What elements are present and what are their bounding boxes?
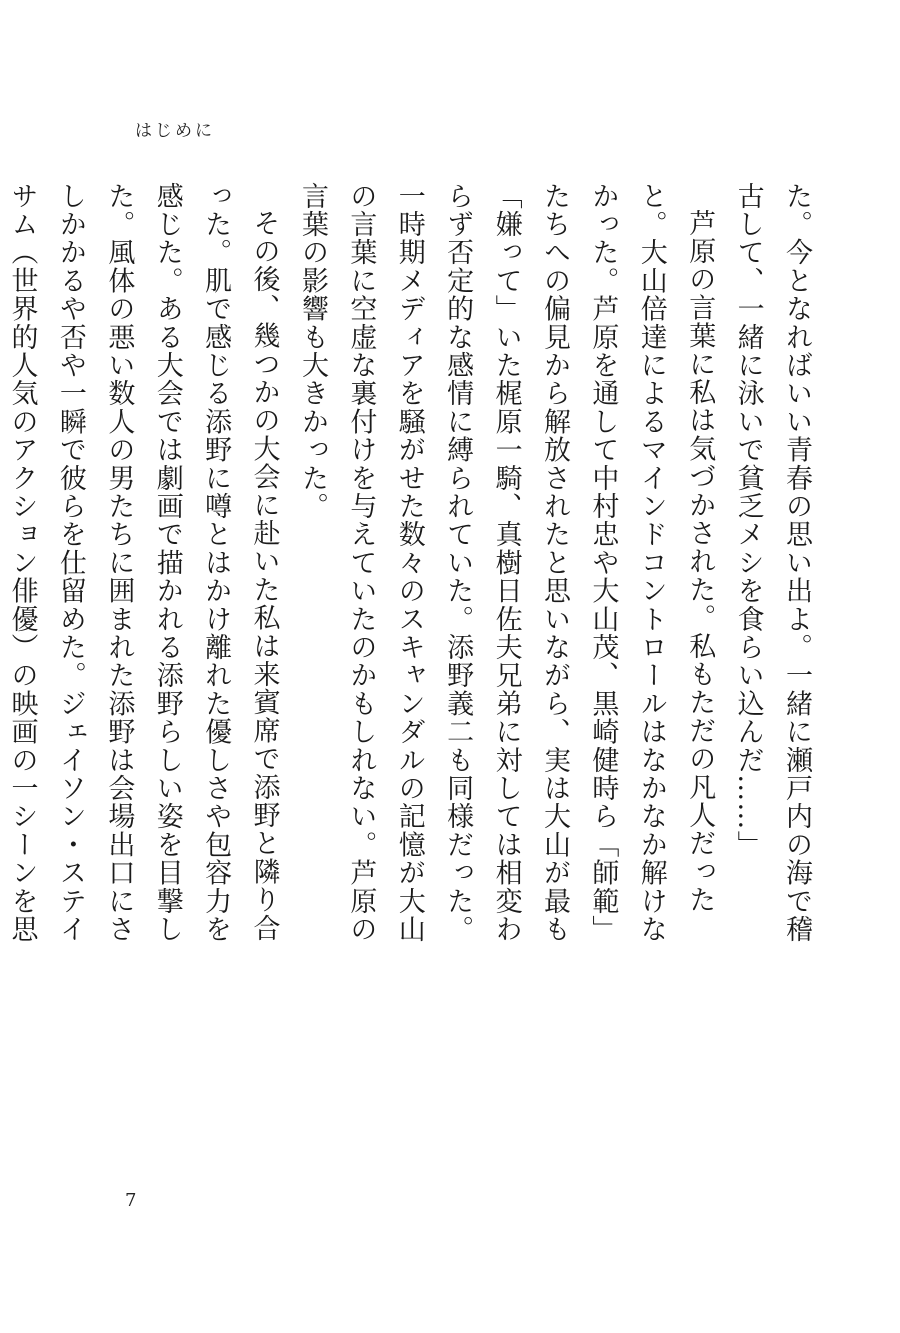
paragraph-2: 芦原の言葉に私は気づかされた。私もただの凡人だったと。大山倍達によるマインドコントロールはなかなか解けなかった。芦原を通して中村忠や大山茂、黒崎健時ら「師範」たちへの偏見から解放されたと思いながら、実は大山が最も「嫌って」いた梶原一騎、真樹日佐夫兄弟に対しては相変わらず否定的な感情に縛られていた。添野義二も同様だった。一時期メディアを騒がせた数々のスキャンダルの記憶が大山の言葉に空虚な裏付けを与えていたのかもしれない。芦原の言葉の影響も大きかった。 [296,182,716,944]
paragraph-1: た。今となればいい青春の思い出よ。一緒に瀬戸内の海で稽古して、一緒に泳いで貧乏メシを食らい込んだ……」 [732,182,812,944]
running-head-title: はじめに [135,121,215,141]
vertical-body-text [6,182,820,962]
paragraph-3: その後、幾つかの大会に赴いた私は来賓席で添野と隣り合った。肌で感じる添野に噂とはかけ離れた優しさや包容力を感じた。ある大会では劇画で描かれる添野らしい姿を目撃した。風体の悪い数人の男たちに囲まれた添野は会場出口にさしかかるや否や一瞬で彼らを仕留めた。ジェイソン・ステイサム（世界的人気のアクション俳優）の映画の一シーンを思 [6,182,280,944]
page-number: 7 [125,1190,137,1211]
